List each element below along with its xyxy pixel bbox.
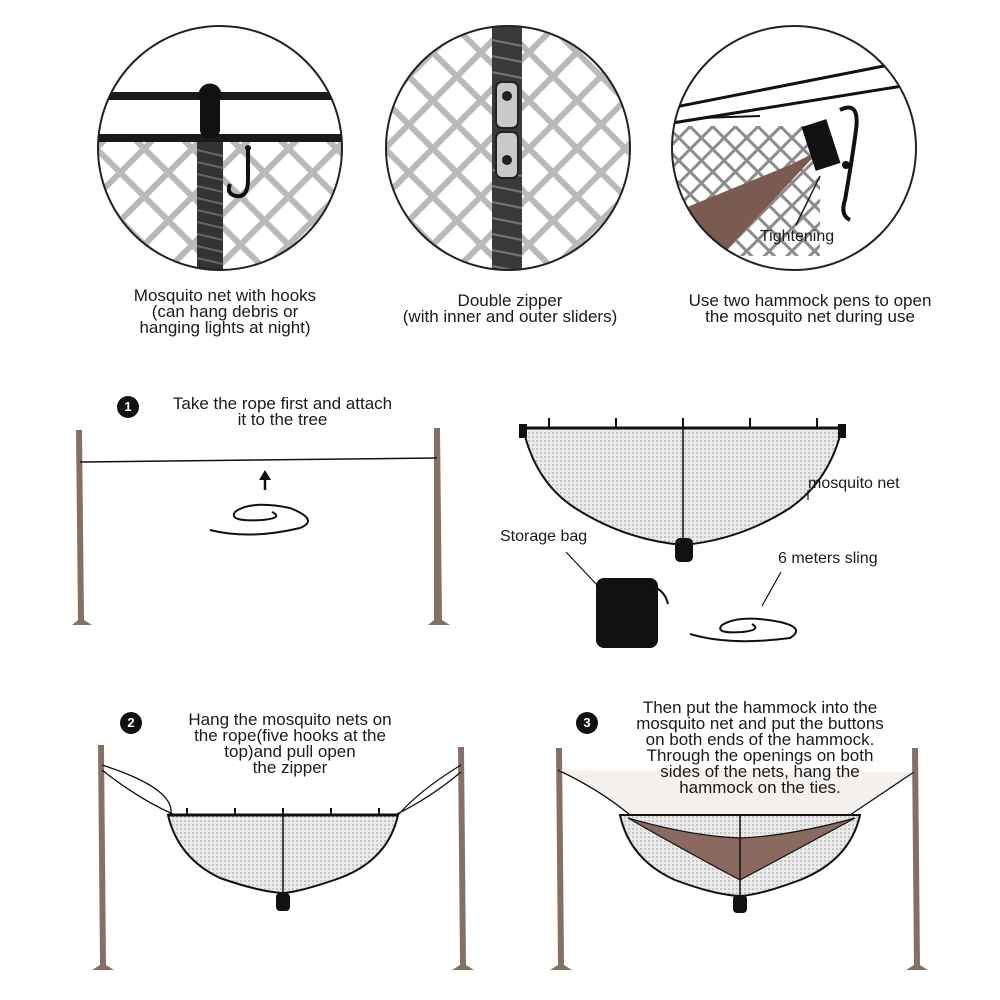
step-1-scene (72, 428, 450, 625)
mosquito-net-label: mosquito net (808, 475, 900, 492)
tightening-label: Tightening (760, 228, 835, 245)
tightening-detail-circle (660, 26, 940, 300)
step-3-number: 3 (576, 712, 598, 734)
storage-bag-label: Storage bag (500, 528, 588, 545)
feature-caption-zipper: Double zipper (with inner and outer sliders) (402, 291, 618, 326)
step-1-text: Take the rope first and attach it to the tree (172, 394, 393, 429)
step-1-number: 1 (117, 396, 139, 418)
step-2-number: 2 (120, 712, 142, 734)
step-2-scene (92, 745, 474, 970)
feature-caption-hooks: Mosquito net with hooks (can hang debris or hanging lights at night) (133, 286, 317, 337)
step-3-text: Then put the hammock into the mosquito net and put the buttons on both ends of the hammock. Through the openings on both sides of the nets, hang the hammock on the ties. (636, 698, 884, 797)
step-2-text: Hang the mosquito nets on the rope(five hooks at the top)and pull open the zipper (188, 710, 392, 777)
feature-caption-pens: Use two hammock pens to open the mosquito net during use (688, 291, 932, 326)
sling-label: 6 meters sling (778, 550, 878, 567)
zipper-detail-circle (380, 20, 640, 280)
hooks-detail-circle (90, 26, 350, 282)
